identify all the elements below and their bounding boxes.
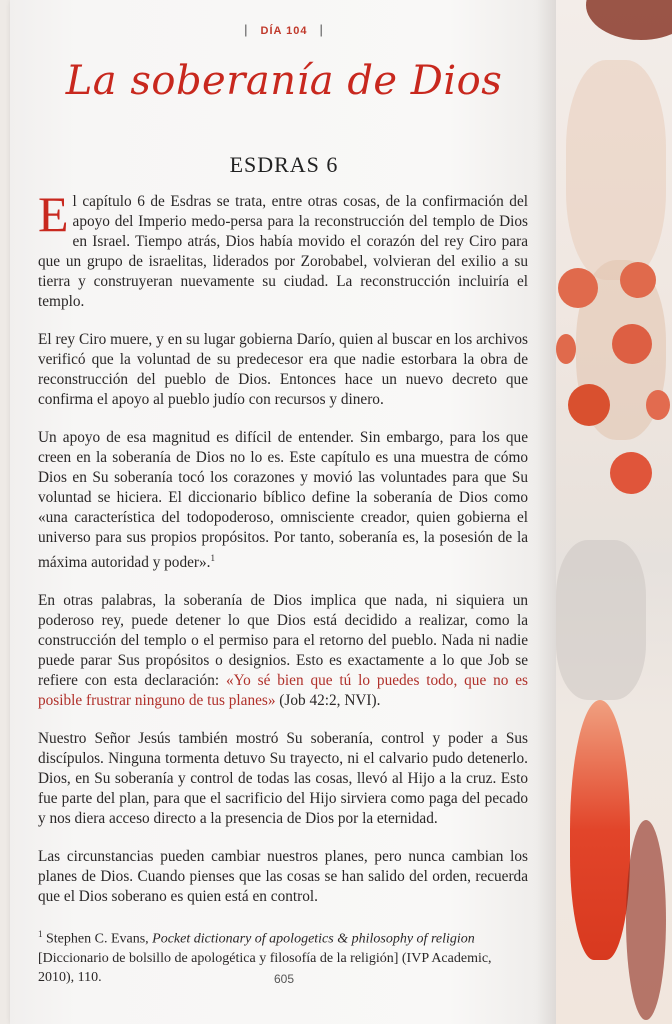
- paragraph-1-text: l capítulo 6 de Esdras se trata, entre otras cosas, de la confirmación del apoyo del Imperio medo-persa para la reconstrucción del templo de Dios en Israel. Tiempo atrás, Dios había movido el corazón del rey Ciro para que un grupo de israelitas, liderados por Zorobabel, volvieran del exilio a su tierra y construyeran nuevamente su ciudad. La reconstrucción incluiría el templo.: [38, 193, 528, 310]
- bible-quote: «Yo sé bien que tú lo puedes todo, que no es posible frustrar ninguno de tus planes»: [38, 672, 528, 710]
- day-header: [10, 22, 558, 37]
- watercolor-wash-upper: [566, 60, 666, 280]
- orange-dot-1: [558, 268, 598, 308]
- scripture-reference: ESDRAS 6: [229, 152, 339, 177]
- page-number: 605: [273, 972, 295, 986]
- header-right-bar: |: [319, 22, 324, 37]
- paragraph-3: [38, 428, 528, 573]
- footnote-number: 1: [38, 929, 43, 940]
- footnote-author: Stephen C. Evans,: [46, 931, 153, 947]
- paragraph-4-text: En otras palabras, la soberanía de Dios implica que nada, ni siquiera un poderoso rey, puede detener lo que Dios está decidido a realizar, como la construcción del templo o el permiso para el retorno del pueblo. Nada ni nadie puede parar Sus propósitos o designios. Esto es exactamente a lo que Job se refiere con esta declaración:: [38, 592, 528, 690]
- footnote-ref: 1: [210, 553, 215, 563]
- watercolor-artwork: [556, 0, 672, 1024]
- drop-cap: E: [38, 186, 69, 242]
- dark-flame: [626, 820, 666, 1020]
- day-label: DÍA 104: [260, 25, 308, 37]
- book-page: [10, 0, 558, 1024]
- footnote-rest: [Diccionario de bolsillo de apologética y filosofía de la religión] (IVP Academic, 2010), 110.: [38, 950, 492, 985]
- paragraph-4: [38, 591, 528, 711]
- header-left-bar: |: [244, 22, 249, 37]
- paragraph-1: [38, 186, 528, 312]
- paragraph-5: Nuestro Señor Jesús también mostró Su soberanía, control y poder a Sus discípulos. Ninguna tormenta detuvo Su trayecto, ni el calvario pudo detenerlo. Dios, en Su soberanía y control de todas las cosas, llevó al Hijo a la cruz. Esto fue parte del plan, para que el sacrificio del Hijo sirviera como paga del pecado y nos diera acceso directo a la presencia de Dios por la eternidad.: [38, 730, 528, 828]
- watercolor-blob-top: [586, 0, 672, 40]
- page-title: La soberanía de Dios: [65, 58, 503, 104]
- footnote-book-title: Pocket dictionary of apologetics & philosophy of religion: [152, 931, 475, 947]
- orange-dot-2: [620, 262, 656, 298]
- devotional-body: [38, 186, 528, 987]
- orange-dot-4: [556, 334, 576, 364]
- paragraph-6: Las circunstancias pueden cambiar nuestros planes, pero nunca cambian los planes de Dios. Cuando pienses que las cosas se han salido del orden, recuerda que el Dios soberano es quien está en control.: [38, 848, 528, 906]
- orange-dot-5: [568, 384, 610, 426]
- paragraph-2: El rey Ciro muere, y en su lugar gobierna Darío, quien al buscar en los archivos verificó que la voluntad de su predecesor era que nadie estorbara la obra de reconstrucción del pueblo de Dios. Entonces hace un nuevo decreto que confirma el apoyo al pueblo judío con recursos y dinero.: [38, 331, 528, 408]
- grey-wash: [556, 540, 646, 700]
- orange-dot-3: [612, 324, 652, 364]
- bible-quote-ref: (Job 42:2, NVI).: [275, 692, 381, 710]
- red-flame: [570, 700, 630, 960]
- orange-dot-6: [646, 390, 670, 420]
- paragraph-3-text: Un apoyo de esa magnitud es difícil de entender. Sin embargo, para los que creen en la soberanía de Dios no lo es. Este capítulo es una muestra de cómo Dios en Su soberanía tocó los corazones y movió las voluntades para que Su voluntad se hiciera. El diccionario bíblico define la soberanía de Dios como «una característica del todopoderoso, omnisciente creador, quien gobierna el universo para sus propios propósitos. Por tanto, soberanía es, la posesión de la máxima autoridad y poder».: [38, 429, 528, 572]
- orange-dot-7: [610, 452, 652, 494]
